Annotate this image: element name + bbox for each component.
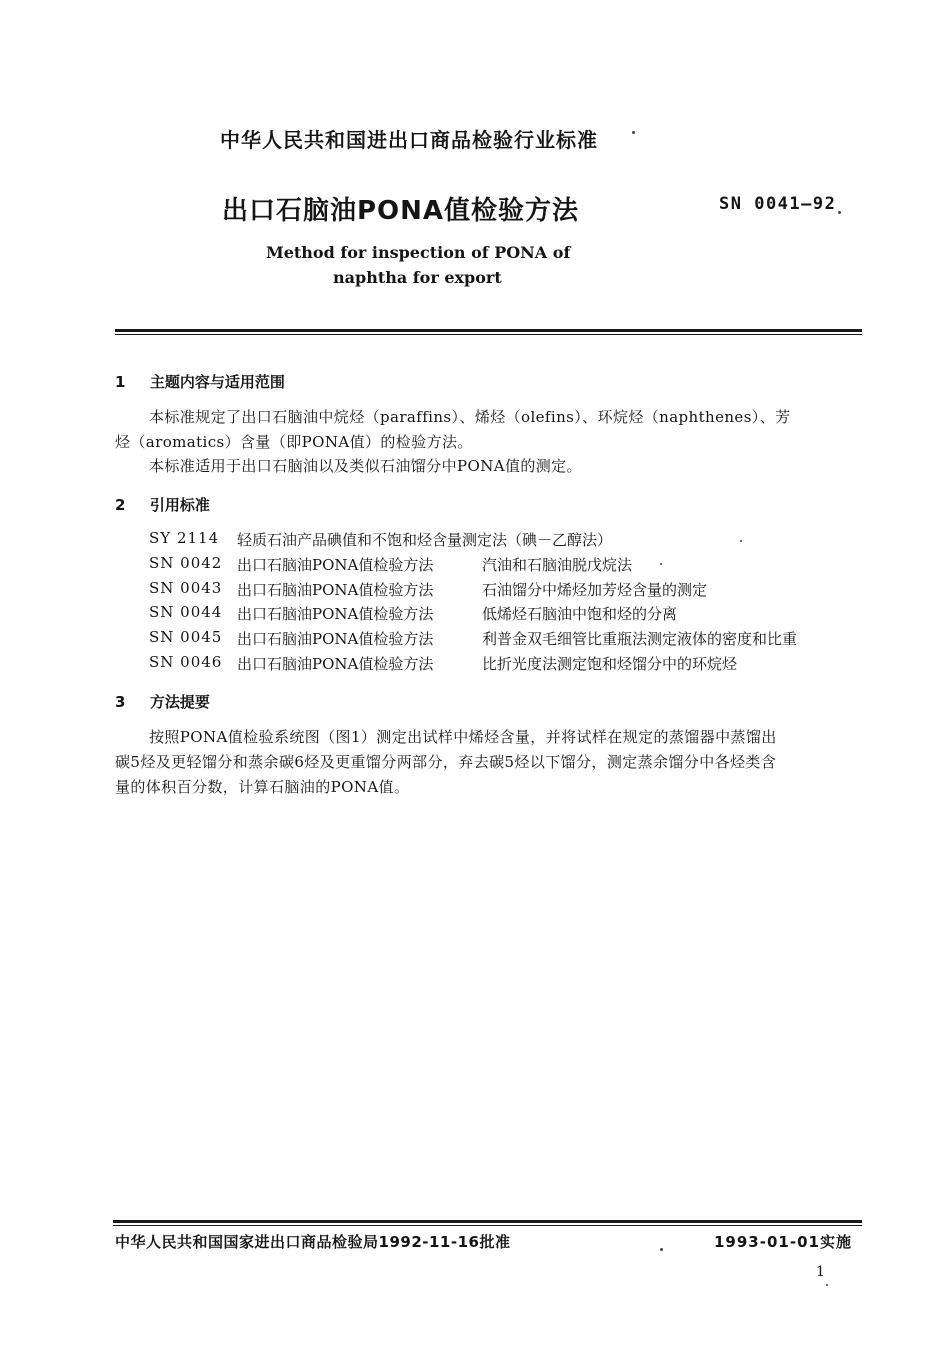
reference-title: 轻质石油产品碘值和不饱和烃含量测定法（碘－乙醇法） (237, 531, 613, 549)
section-1-line-2: 烃（aromatics）含量（即PONA值）的检验方法。 (115, 433, 473, 451)
section-1-title: 主题内容与适用范围 (149, 373, 285, 391)
agency-line: 中华人民共和国进出口商品检验行业标准 (220, 128, 598, 152)
section-2-heading (115, 494, 210, 515)
footer-rule-thin (113, 1225, 862, 1226)
scan-speck (740, 540, 742, 542)
reference-subtitle: 石油馏分中烯烃加芳烃含量的测定 (482, 581, 708, 599)
section-1-line-1: 本标准规定了出口石脑油中烷烃（paraffins）、烯烃（olefins）、环烷烃（naphthenes）、芳 (149, 408, 791, 426)
reference-title: 出口石脑油PONA值检验方法 (237, 556, 434, 574)
section-1-heading (115, 371, 285, 392)
section-1-line-3: 本标准适用于出口石脑油以及类似石油馏分中PONA值的测定。 (149, 457, 582, 475)
reference-code: SN 0044 (149, 603, 223, 621)
english-title-line-1: Method for inspection of PONA of (266, 243, 571, 262)
effective-date: 1993-01-01实施 (714, 1233, 852, 1251)
reference-title: 出口石脑油PONA值检验方法 (237, 630, 434, 648)
reference-code: SN 0045 (149, 628, 223, 646)
reference-subtitle: 汽油和石脑油脱戊烷法 (482, 556, 633, 574)
reference-subtitle: 利普金双毛细管比重瓶法测定液体的密度和比重 (482, 630, 798, 648)
section-3-line-1: 按照PONA值检验系统图（图1）测定出试样中烯烃含量，并将试样在规定的蒸馏器中蒸馏出 (149, 728, 777, 746)
standard-code: SN 0041—92 (719, 194, 837, 214)
reference-code: SN 0042 (149, 554, 223, 572)
reference-code: SY 2114 (149, 529, 220, 547)
reference-title: 出口石脑油PONA值检验方法 (237, 605, 434, 623)
header-rule-thick (115, 329, 862, 332)
section-3-title: 方法提要 (149, 693, 210, 711)
section-3-number: 3 (115, 693, 126, 711)
section-1-number: 1 (115, 373, 126, 391)
footer-rule-thick (113, 1220, 862, 1223)
approval-line: 中华人民共和国国家进出口商品检验局1992-11-16批准 (115, 1233, 511, 1251)
reference-subtitle: 低烯烃石脑油中饱和烃的分离 (482, 605, 678, 623)
english-title-line-2: naphtha for export (333, 268, 502, 287)
header-rule-thin (115, 334, 862, 335)
reference-title: 出口石脑油PONA值检验方法 (237, 581, 434, 599)
scan-speck (660, 1248, 663, 1251)
reference-title: 出口石脑油PONA值检验方法 (237, 655, 434, 673)
reference-code: SN 0043 (149, 579, 223, 597)
reference-subtitle: 比折光度法测定饱和烃馏分中的环烷烃 (482, 655, 738, 673)
scan-speck (838, 211, 841, 214)
section-2-title: 引用标准 (149, 496, 210, 514)
page-title: 出口石脑油PONA值检验方法 (222, 196, 580, 226)
section-3-line-2: 碳5烃及更轻馏分和蒸余碳6烃及更重馏分两部分，弃去碳5烃以下馏分，测定蒸余馏分中各烃类含 (115, 753, 777, 771)
scan-speck (632, 131, 635, 134)
section-2-number: 2 (115, 496, 126, 514)
section-3-heading (115, 691, 210, 712)
page-number: 1 (816, 1264, 825, 1280)
scan-speck (826, 1284, 828, 1286)
reference-code: SN 0046 (149, 653, 223, 671)
section-3-line-3: 量的体积百分数，计算石脑油的PONA值。 (115, 778, 410, 796)
scan-speck (660, 563, 662, 565)
